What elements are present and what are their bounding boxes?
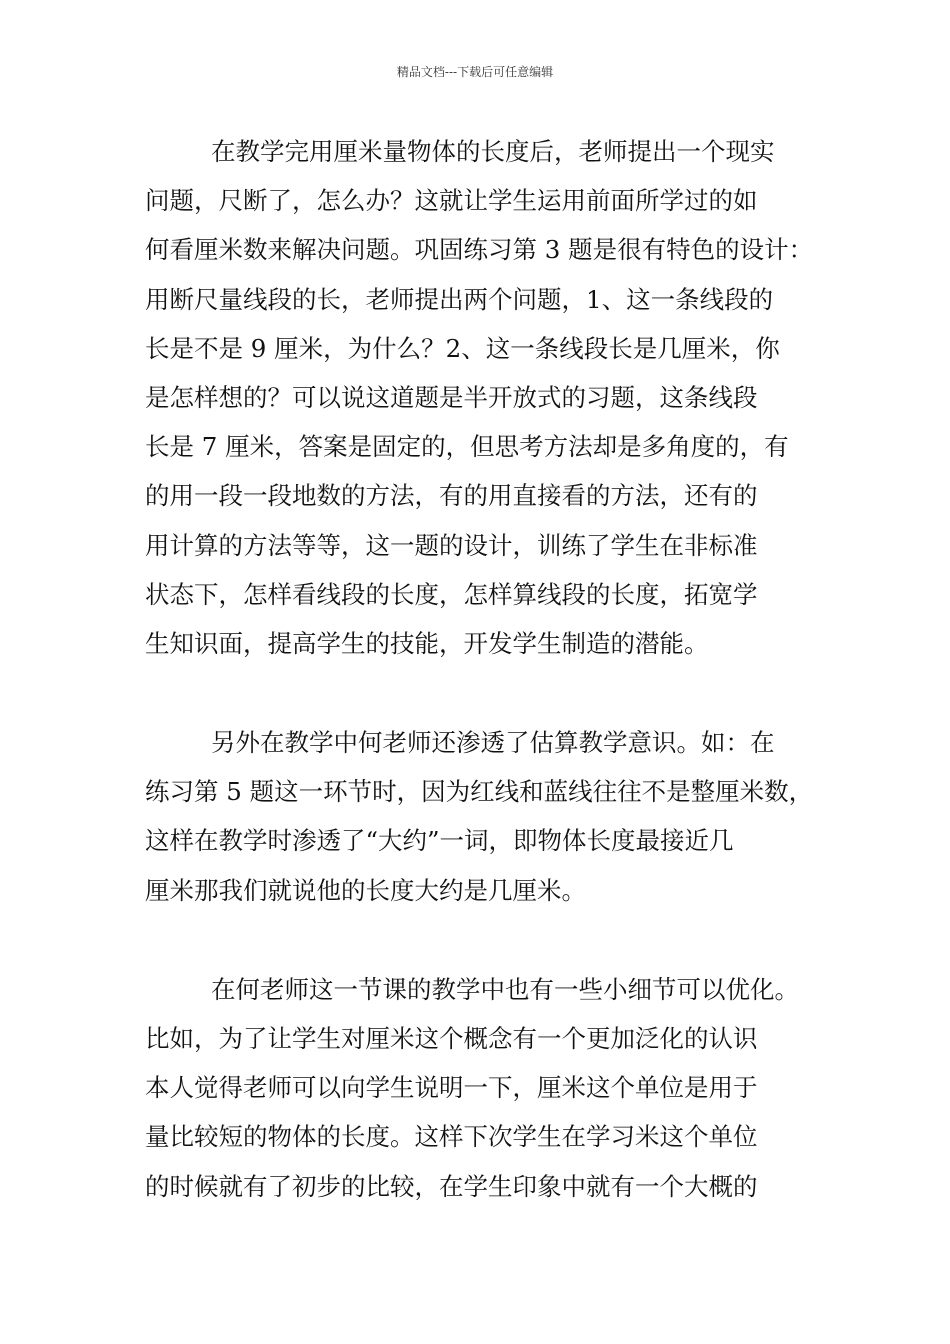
paragraph-3: [145, 965, 835, 1211]
text-line: 这样在教学时渗透了“大约”一词，即物体长度最接近几: [145, 826, 734, 856]
text-line: 练习第 5 题这一环节时，因为红线和蓝线往往不是整厘米数，: [145, 777, 814, 807]
document-body: [145, 127, 835, 1211]
text-line: 在教学完用厘米量物体的长度后，老师提出一个现实: [211, 137, 775, 166]
paragraph-2: [145, 718, 835, 915]
text-line: 何看厘米数来解决问题。巩固练习第 3 题是很有特色的设计：: [145, 235, 814, 265]
text-line: 是怎样想的？可以说这道题是半开放式的习题，这条线段: [145, 382, 758, 412]
text-line: 比如，为了让学生对厘米这个概念有一个更加泛化的认识: [145, 1024, 758, 1053]
paragraph-spacer: [145, 668, 835, 718]
paragraph-spacer: [145, 915, 835, 965]
text-line: 问题，尺断了，怎么办？这就让学生运用前面所学过的如: [145, 186, 758, 216]
text-line: 量比较短的物体的长度。这样下次学生在学习米这个单位: [145, 1122, 758, 1152]
text-line: 厘米那我们就说他的长度大约是几厘米。: [145, 875, 586, 905]
paragraph-1: [145, 127, 835, 668]
page-header: 精品文档---下载后可任意编辑: [396, 65, 554, 79]
text-line: 生知识面，提高学生的技能，开发学生制造的潜能。: [145, 628, 709, 658]
text-line: 用断尺量线段的长，老师提出两个问题，1、这一条线段的: [145, 284, 774, 314]
text-line: 另外在教学中何老师还渗透了估算教学意识。如：在: [211, 728, 775, 758]
text-line: 的用一段一段地数的方法，有的用直接看的方法，还有的: [145, 481, 758, 511]
text-line: 长是 7 厘米，答案是固定的，但思考方法却是多角度的，有: [145, 432, 789, 462]
text-line: 本人觉得老师可以向学生说明一下，厘米这个单位是用于: [145, 1073, 758, 1103]
text-line: 在何老师这一节课的教学中也有一些小细节可以优化。: [211, 974, 799, 1004]
text-line: 长是不是 9 厘米，为什么？2、这一条线段长是几厘米，你: [145, 333, 780, 363]
text-line: 用计算的方法等等，这一题的设计，训练了学生在非标准: [145, 530, 758, 560]
text-line: 状态下，怎样看线段的长度，怎样算线段的长度，拓宽学: [145, 579, 758, 609]
text-line: 的时候就有了初步的比较，在学生印象中就有一个大概的: [145, 1171, 758, 1201]
